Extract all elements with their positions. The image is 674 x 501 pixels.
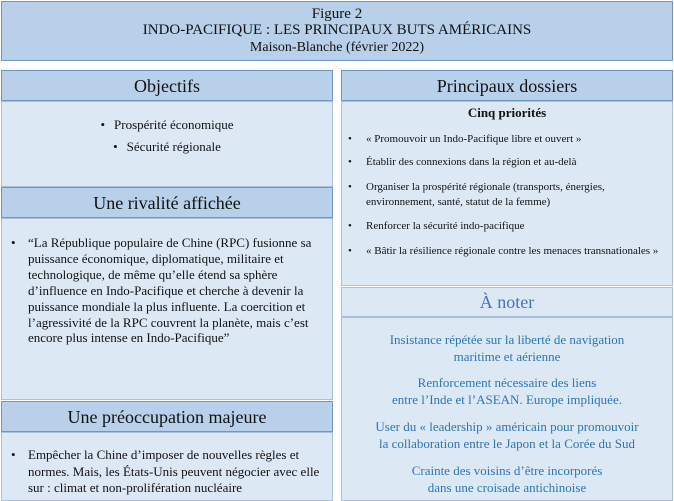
figure-title: INDO-PACIFIQUE : LES PRINCIPAUX BUTS AMÉRICAINS	[142, 22, 532, 38]
note-item: Crainte des voisins d’être incorporés dans une croisade antichinoise	[411, 463, 603, 495]
bullet-icon: •	[100, 117, 106, 132]
figure-source: Maison-Blanche (février 2022)	[249, 40, 425, 55]
bullet-icon: •	[348, 220, 352, 232]
list-item: • Sécurité régionale	[113, 139, 221, 154]
figure-number: Figure 2	[311, 6, 363, 22]
bullet-icon: •	[11, 235, 16, 250]
objectifs-header: Objectifs	[1, 70, 333, 101]
bullet-icon: •	[348, 181, 352, 193]
preoccupation-text: Empêcher la Chine d’imposer de nouvelles règles et normes. Mais, les États-Unis peuvent négocier avec elle sur : climat et non-prolifération nucléaire	[28, 447, 320, 495]
noter-panel	[341, 317, 673, 501]
preoccupation-header: Une préoccupation majeure	[1, 401, 333, 432]
dossiers-subtitle: Cinq priorités	[467, 105, 547, 120]
rivalite-header: Une rivalité affichée	[1, 187, 333, 218]
note-item: Insistance répétée sur la liberté de navigation maritime et aérienne	[389, 332, 625, 364]
bullet-icon: •	[348, 133, 352, 145]
noter-header: À noter	[341, 287, 673, 317]
bullet-icon: •	[348, 156, 352, 168]
bullet-icon: •	[348, 245, 352, 257]
dossiers-header: Principaux dossiers	[341, 70, 673, 101]
list-item: • Prospérité économique	[100, 117, 234, 132]
preoccupation-panel	[1, 432, 333, 501]
rivalite-panel	[1, 218, 333, 400]
bullet-icon: •	[113, 139, 118, 154]
figure-title-box	[1, 1, 673, 61]
dossiers-panel: Cinq priorités • « Promouvoir un Indo-Pacifique libre et ouvert » • Établir des connexions dans la région et au-delà • Organiser la prospérité régionale (transports, énergies, environnement, santé, statut de la femme) • Renforcer la sécurité indo-pacifique • « Bâtir la résilience régionale contre les menaces transnationales »	[341, 101, 673, 286]
objectifs-list	[2, 114, 332, 158]
objectifs-panel	[1, 101, 333, 187]
rivalite-quote: “La République populaire de Chine (RPC) fusionne sa puissance économique, diplomatique, militaire et technologique, de même qu’elle étend sa sphère d’influence en Indo-Pacifique et cherche à devenir la puissance mondiale la plus influente. La coercition et l’agressivité de la RPC couvrent la planète, mais c’est encore plus intense en Indo-Pacifique”	[28, 235, 312, 346]
bullet-icon: •	[11, 447, 16, 462]
note-item: Renforcement nécessaire des liens entre l’Inde et l’ASEAN. Europe impliquée.	[392, 375, 622, 407]
note-item: User du « leadership » américain pour promouvoir la collaboration entre le Japon et la Corée du Sud	[375, 419, 639, 451]
